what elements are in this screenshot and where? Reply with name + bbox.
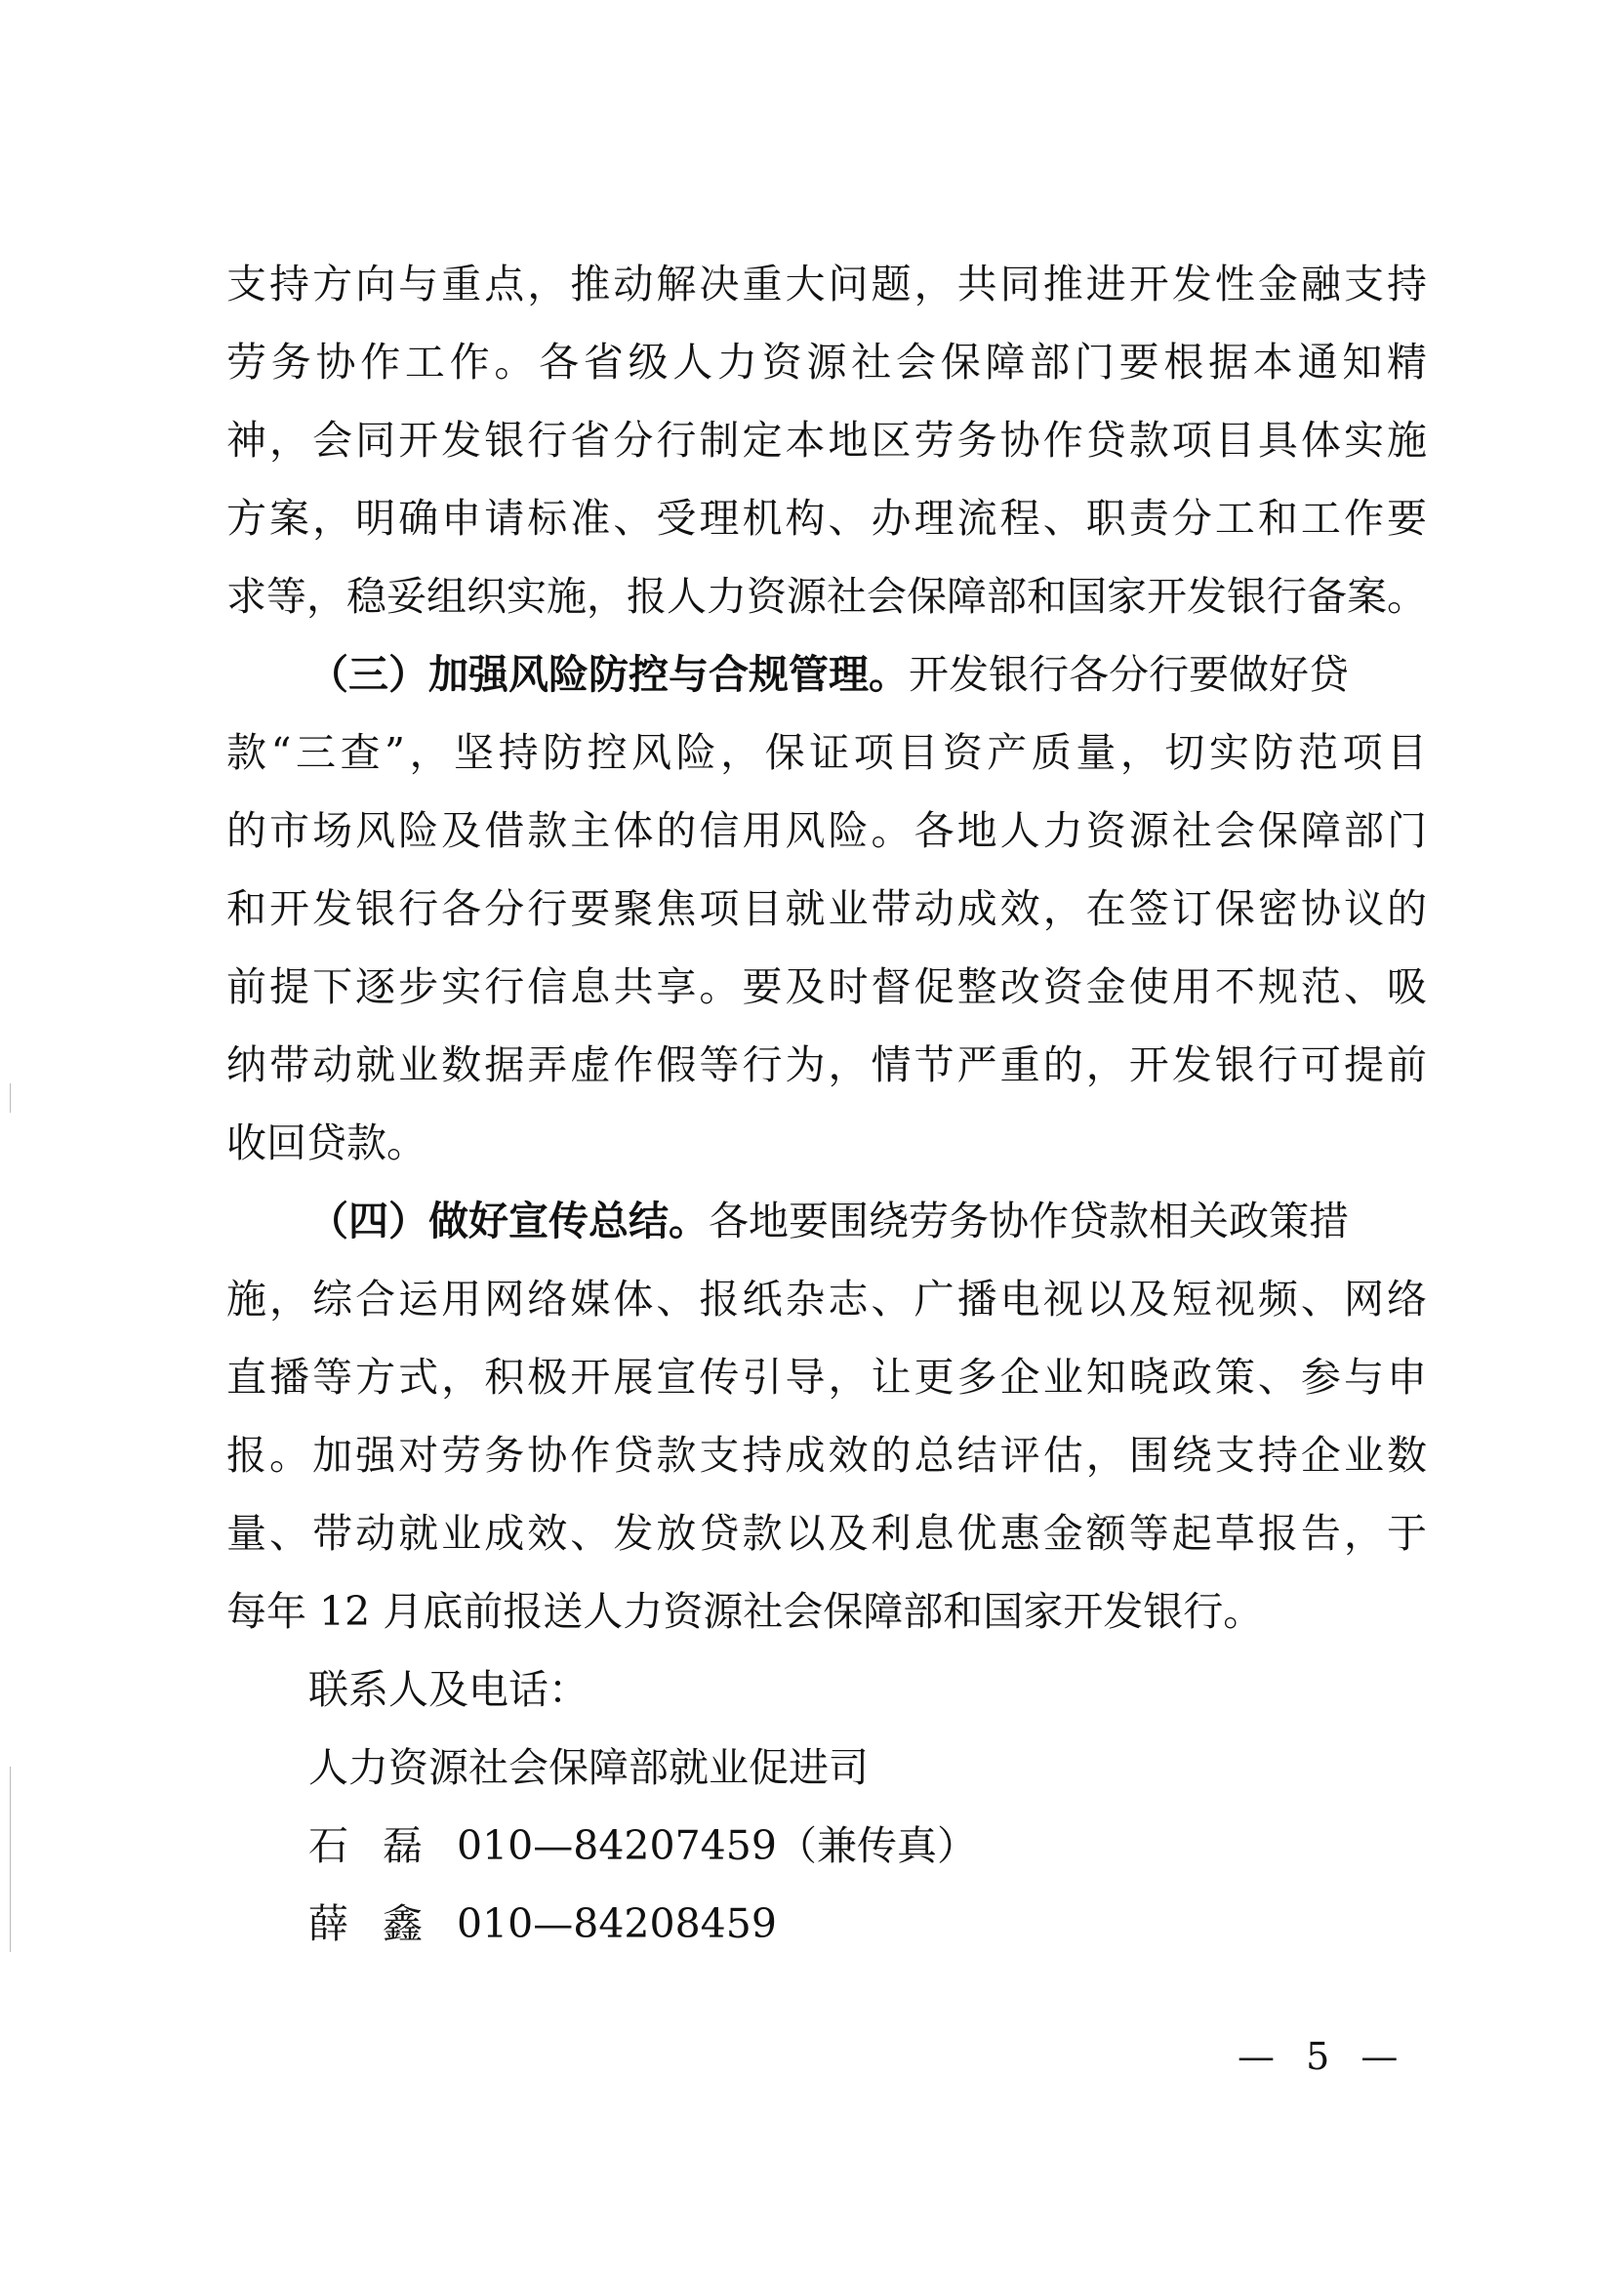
paragraph-3-line-4: 报。加强对劳务协作贷款支持成效的总结评估，围绕支持企业数: [226, 1432, 1427, 1479]
contact-person-2: [308, 1896, 777, 1951]
contacts-department: 人力资源社会保障部就业促进司: [308, 1744, 869, 1791]
paragraph-3-line-5: 量、带动就业成效、发放贷款以及利息优惠金额等起草报告，于: [226, 1510, 1427, 1557]
contact-person-2-name-char-1: 薛: [308, 1900, 348, 1947]
contact-person-1-name: [308, 1818, 457, 1873]
paragraph-1-line-4: 方案，明确申请标准、受理机构、办理流程、职责分工和工作要: [226, 495, 1427, 542]
page-number: — 5 —: [1238, 2035, 1408, 2078]
paragraph-2-line-1: [308, 647, 1427, 702]
paragraph-1-line-2: 劳务协作工作。各省级人力资源社会保障部门要根据本通知精: [226, 339, 1427, 386]
paragraph-3-line-1-text: 各地要围绕劳务协作贷款相关政策措: [709, 1198, 1349, 1244]
contact-person-1-phone: 010—84207459（兼传真）: [457, 1822, 977, 1869]
scan-artifact-mark: [10, 1767, 11, 1952]
paragraph-2-line-5: 前提下逐步实行信息共享。要及时督促整改资金使用不规范、吸: [226, 963, 1427, 1010]
contact-person-1-name-char-2: 磊: [383, 1822, 423, 1869]
contacts-label: 联系人及电话：: [308, 1666, 589, 1713]
contact-person-2-name: [308, 1896, 457, 1951]
section-heading-three: （三）加强风险防控与合规管理。: [308, 651, 909, 698]
paragraph-2-line-4: 和开发银行各分行要聚焦项目就业带动成效，在签订保密协议的: [226, 885, 1427, 932]
paragraph-2-line-1-text: 开发银行各分行要做好贷: [909, 651, 1349, 698]
paragraph-3-line-1: [308, 1194, 1427, 1248]
paragraph-2-line-3: 的市场风险及借款主体的信用风险。各地人力资源社会保障部门: [226, 807, 1427, 854]
paragraph-3-line-3: 直播等方式，积极开展宣传引导，让更多企业知晓政策、参与申: [226, 1354, 1427, 1401]
paragraph-1-line-5: 求等，稳妥组织实施，报人力资源社会保障部和国家开发银行备案。: [226, 573, 1427, 620]
section-heading-four: （四）做好宣传总结。: [308, 1198, 709, 1244]
paragraph-2-line-2: 款“三查”，坚持防控风险，保证项目资产质量，切实防范项目: [226, 729, 1427, 776]
paragraph-1-line-1: 支持方向与重点，推动解决重大问题，共同推进开发性金融支持: [226, 261, 1427, 307]
paragraph-3-line-2: 施，综合运用网络媒体、报纸杂志、广播电视以及短视频、网络: [226, 1276, 1427, 1323]
contact-person-1-name-char-1: 石: [308, 1822, 348, 1869]
contact-person-2-phone: 010—84208459: [457, 1900, 777, 1947]
paragraph-1-line-3: 神，会同开发银行省分行制定本地区劳务协作贷款项目具体实施: [226, 417, 1427, 464]
contact-person-1: [308, 1818, 977, 1873]
scan-artifact-mark: [10, 1083, 11, 1113]
contact-person-2-name-char-2: 鑫: [383, 1900, 423, 1947]
paragraph-2-line-7: 收回贷款。: [226, 1120, 426, 1166]
paragraph-2-line-6: 纳带动就业数据弄虚作假等行为，情节严重的，开发银行可提前: [226, 1041, 1427, 1088]
paragraph-3-line-6: 每年 12 月底前报送人力资源社会保障部和国家开发银行。: [226, 1588, 1264, 1635]
